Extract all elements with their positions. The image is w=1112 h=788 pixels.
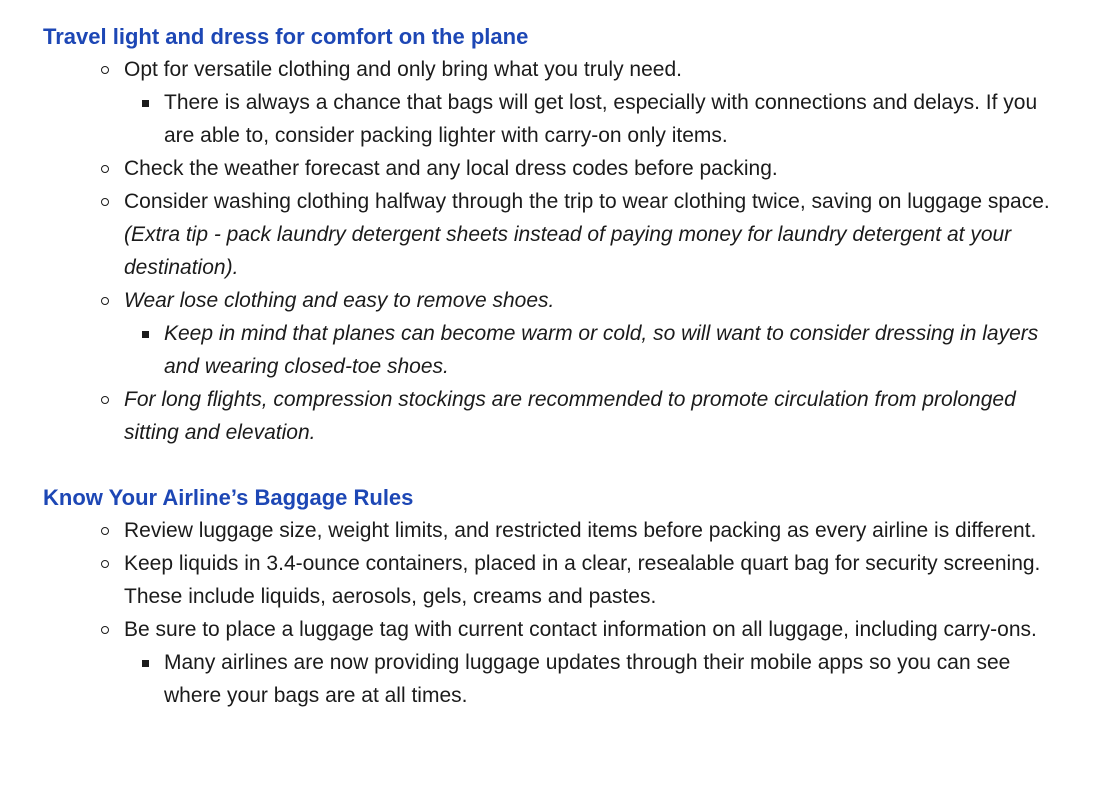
list-item — [0, 284, 1112, 317]
hollow-circle-bullet-icon — [101, 396, 109, 404]
travel-light-list — [0, 53, 1112, 449]
hollow-circle-bullet-icon — [101, 66, 109, 74]
hollow-circle-bullet-icon — [101, 165, 109, 173]
list-item — [0, 547, 1112, 613]
list-item-text: Many airlines are now providing luggage updates through their mobile apps so you can see where your bags are at all times. — [164, 651, 1011, 707]
baggage-rules-list — [0, 514, 1112, 712]
sub-list-item — [0, 86, 1112, 152]
hollow-circle-bullet-icon — [101, 297, 109, 305]
hollow-circle-bullet-icon — [101, 626, 109, 634]
section-spacer — [0, 449, 1112, 481]
extra-tip-text: (Extra tip - pack laundry detergent sheets instead of paying money for laundry detergent at your destination). — [124, 223, 1012, 279]
list-item-text: Check the weather forecast and any local dress codes before packing. — [124, 157, 778, 180]
hollow-circle-bullet-icon — [101, 527, 109, 535]
list-item — [0, 613, 1112, 646]
list-item — [0, 53, 1112, 86]
list-item — [0, 514, 1112, 547]
list-item-text: Consider washing clothing halfway through the trip to wear clothing twice, saving on luggage space. — [124, 190, 1050, 213]
list-item — [0, 383, 1112, 449]
list-item — [0, 152, 1112, 185]
list-item-text: Review luggage size, weight limits, and restricted items before packing as every airline is different. — [124, 519, 1037, 542]
square-bullet-icon — [142, 331, 149, 338]
hollow-circle-bullet-icon — [101, 198, 109, 206]
sub-list-item — [0, 317, 1112, 383]
section-heading-travel-light: Travel light and dress for comfort on the plane — [43, 24, 529, 49]
sub-list-item — [0, 646, 1112, 712]
square-bullet-icon — [142, 660, 149, 667]
list-item-text: Opt for versatile clothing and only bring what you truly need. — [124, 58, 682, 81]
square-bullet-icon — [142, 100, 149, 107]
hollow-circle-bullet-icon — [101, 560, 109, 568]
list-item-text: Wear lose clothing and easy to remove shoes. — [124, 289, 555, 312]
list-item-text: Be sure to place a luggage tag with current contact information on all luggage, including carry-ons. — [124, 618, 1037, 641]
list-item-text: Keep liquids in 3.4-ounce containers, placed in a clear, resealable quart bag for security screening. These include liquids, aerosols, gels, creams and pastes. — [124, 552, 1041, 608]
section-heading-baggage-rules: Know Your Airline’s Baggage Rules — [43, 485, 414, 510]
list-item-text: For long flights, compression stockings are recommended to promote circulation from prolonged sitting and elevation. — [124, 388, 1016, 444]
list-item — [0, 185, 1112, 284]
list-item-text: Keep in mind that planes can become warm or cold, so will want to consider dressing in layers and wearing closed-toe shoes. — [164, 322, 1039, 378]
list-item-text: There is always a chance that bags will get lost, especially with connections and delays. If you are able to, consider packing lighter with carry-on only items. — [164, 91, 1038, 147]
